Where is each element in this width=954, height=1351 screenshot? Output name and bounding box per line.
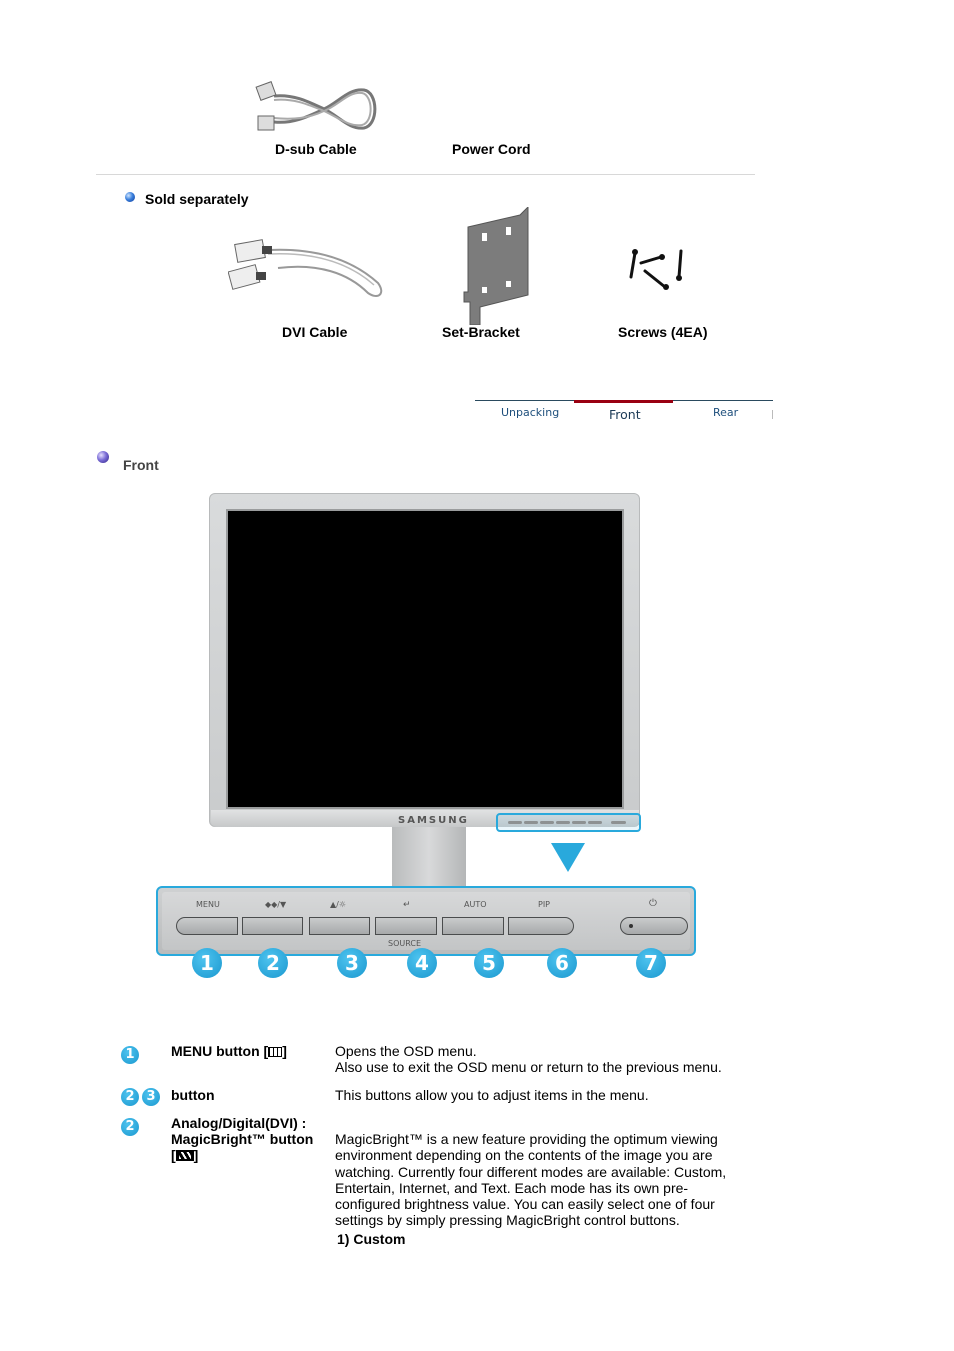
panel-button-magicbright-down[interactable] (242, 917, 303, 935)
panel-button-power[interactable] (620, 917, 688, 935)
badge-2: 2 (258, 948, 288, 978)
down-arrow-icon (551, 843, 585, 872)
badge-5: 5 (474, 948, 504, 978)
panel-button-source[interactable] (375, 917, 437, 935)
mini-button-5 (572, 821, 586, 824)
front-heading: Front (123, 457, 159, 473)
monitor-screen (226, 509, 624, 809)
control-panel-closeup (156, 886, 696, 956)
mini-button-7 (611, 821, 626, 824)
tab-bar (475, 400, 773, 426)
tab-front[interactable]: Front (609, 407, 641, 422)
blue-bullet-icon (125, 192, 135, 202)
menu-button-description (335, 1043, 745, 1076)
d-sub-cable-image (254, 80, 378, 138)
power-led (629, 924, 633, 928)
magicbright-button-label (171, 1115, 331, 1163)
custom-subheading: 1) Custom (337, 1230, 406, 1247)
mini-button-4 (556, 821, 570, 824)
magicbright-down-label: ◆◆/▼ (265, 900, 287, 909)
source-label: SOURCE (388, 939, 422, 948)
sold-separately-heading: Sold separately (145, 191, 249, 207)
tab-rear[interactable]: Rear (713, 406, 739, 419)
auto-label: AUTO (464, 900, 487, 909)
d-sub-cable-caption: D-sub Cable (275, 141, 357, 157)
screws-caption: Screws (4EA) (618, 324, 708, 340)
panel-button-pip[interactable] (508, 917, 574, 935)
monitor-stand (392, 827, 466, 887)
label-line: Analog/Digital(DVI) : (171, 1115, 307, 1131)
menu-button-text: MENU button [ (171, 1043, 269, 1059)
samsung-logo: SAMSUNG (398, 815, 469, 826)
badge-6: 6 (547, 948, 577, 978)
desc-line: MagicBright™ is a new feature providing the optimum viewing (335, 1131, 718, 1147)
desc-line: Opens the OSD menu. (335, 1043, 477, 1059)
label-bracket-close: ] (193, 1147, 199, 1163)
mini-button-1 (508, 821, 522, 824)
adjust-button-description: This buttons allow you to adjust items in the menu. (335, 1087, 649, 1103)
menu-button-label: MENU (196, 900, 220, 909)
purple-bullet-icon (97, 451, 109, 463)
desc-line: Also use to exit the OSD menu or return to the previous menu. (335, 1059, 722, 1076)
desc-badge-2: 2 (121, 1088, 139, 1106)
desc-line: configured brightness value. You can easily select one of four (335, 1196, 715, 1213)
pip-label: PIP (538, 900, 551, 909)
magicbright-icon (176, 1150, 194, 1161)
badge-7: 7 (636, 948, 666, 978)
enter-label: ↵ (403, 900, 411, 910)
desc-line: environment depending on the contents of the image you are (335, 1147, 713, 1164)
menu-button-label (171, 1043, 287, 1059)
desc-badge-1: 1 (121, 1046, 139, 1064)
desc-badge-3: 3 (142, 1088, 160, 1106)
tab-active-indicator (574, 400, 673, 403)
label-line: MagicBright™ button (171, 1131, 314, 1147)
tab-line-right (673, 400, 773, 401)
desc-line: settings by simply pressing MagicBright control buttons. (335, 1212, 680, 1229)
set-bracket-image (460, 207, 530, 325)
panel-surface (162, 892, 690, 950)
panel-button-auto[interactable] (442, 917, 504, 935)
mini-button-6 (588, 821, 602, 824)
tab-separator (772, 410, 773, 419)
control-buttons-highlight (496, 813, 641, 832)
panel-button-up-brightness[interactable] (309, 917, 370, 935)
dvi-cable-image (228, 238, 386, 300)
menu-icon (268, 1047, 282, 1057)
badge-1: 1 (192, 948, 222, 978)
mini-button-3 (540, 821, 554, 824)
dvi-cable-caption: DVI Cable (282, 324, 348, 340)
mini-button-2 (524, 821, 538, 824)
tab-unpacking[interactable]: Unpacking (501, 406, 560, 419)
desc-line: Entertain, Internet, and Text. Each mode has its own pre- (335, 1179, 689, 1196)
power-cord-caption: Power Cord (452, 141, 531, 157)
set-bracket-caption: Set-Bracket (442, 324, 520, 340)
power-label: ⏻ (649, 898, 657, 909)
desc-line: watching. Currently four different modes are available: Custom, (335, 1163, 727, 1180)
up-brightness-label: ▲/☼ (330, 900, 347, 909)
panel-button-menu[interactable] (176, 917, 238, 935)
adjust-button-label: button (171, 1087, 215, 1103)
section-divider (96, 174, 755, 175)
tab-line-left (475, 400, 574, 401)
label-bracket-open: [ (171, 1147, 176, 1163)
magicbright-description (335, 1131, 755, 1247)
menu-bracket-close: ] (282, 1043, 287, 1059)
desc-badge-2b: 2 (121, 1118, 139, 1136)
badge-3: 3 (337, 948, 367, 978)
screws-image (625, 245, 690, 290)
badge-4: 4 (407, 948, 437, 978)
